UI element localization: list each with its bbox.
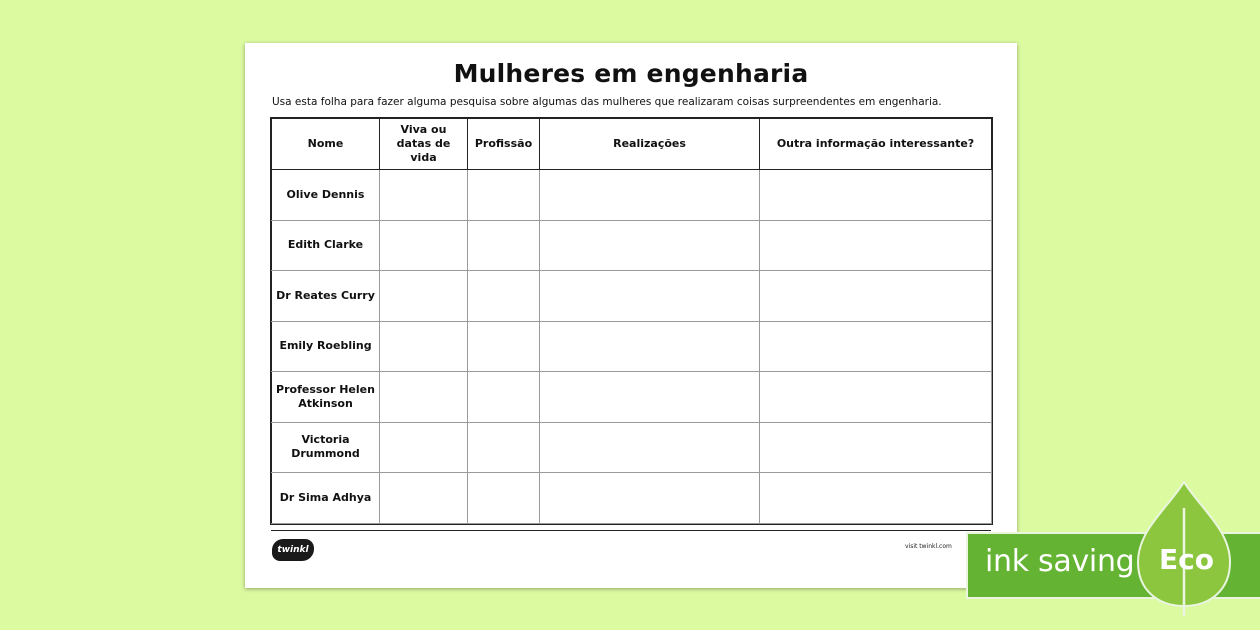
blank-cell[interactable] xyxy=(760,422,992,473)
blank-cell[interactable] xyxy=(380,422,468,473)
blank-cell[interactable] xyxy=(468,473,540,524)
blank-cell[interactable] xyxy=(540,220,760,271)
row-name-cell: Professor Helen Atkinson xyxy=(272,372,380,423)
blank-cell[interactable] xyxy=(380,372,468,423)
blank-cell[interactable] xyxy=(760,321,992,372)
footer-divider xyxy=(271,530,991,531)
table-row xyxy=(272,271,992,322)
row-name-cell: Victoria Drummond xyxy=(272,422,380,473)
blank-cell[interactable] xyxy=(380,220,468,271)
column-header-viva: Viva ou datas de vida xyxy=(380,119,468,170)
blank-cell[interactable] xyxy=(468,271,540,322)
row-name-cell: Olive Dennis xyxy=(272,170,380,221)
table-row xyxy=(272,473,992,524)
blank-cell[interactable] xyxy=(468,422,540,473)
blank-cell[interactable] xyxy=(760,271,992,322)
blank-cell[interactable] xyxy=(760,220,992,271)
row-name-cell: Dr Reates Curry xyxy=(272,271,380,322)
blank-cell[interactable] xyxy=(380,321,468,372)
blank-cell[interactable] xyxy=(380,170,468,221)
blank-cell[interactable] xyxy=(540,321,760,372)
column-header-realizacoes: Realizações xyxy=(540,119,760,170)
blank-cell[interactable] xyxy=(540,271,760,322)
table-header-row xyxy=(272,119,992,170)
blank-cell[interactable] xyxy=(468,170,540,221)
table-row xyxy=(272,321,992,372)
blank-cell[interactable] xyxy=(540,473,760,524)
blank-cell[interactable] xyxy=(760,473,992,524)
column-header-nome: Nome xyxy=(272,119,380,170)
table-row xyxy=(272,170,992,221)
worksheet-title: Mulheres em engenharia xyxy=(453,59,809,88)
blank-cell[interactable] xyxy=(540,372,760,423)
worksheet-page xyxy=(245,43,1017,588)
table-row xyxy=(272,220,992,271)
row-name-cell: Dr Sima Adhya xyxy=(272,473,380,524)
twinkl-logo xyxy=(272,539,314,561)
table-row xyxy=(272,372,992,423)
blank-cell[interactable] xyxy=(760,372,992,423)
visit-link[interactable]: visit twinkl.com xyxy=(905,543,952,550)
blank-cell[interactable] xyxy=(468,220,540,271)
blank-cell[interactable] xyxy=(540,422,760,473)
research-table xyxy=(271,118,992,524)
column-header-profissao: Profissão xyxy=(468,119,540,170)
column-header-outra-informacao: Outra informação interessante? xyxy=(760,119,992,170)
table-row xyxy=(272,422,992,473)
blank-cell[interactable] xyxy=(468,372,540,423)
blank-cell[interactable] xyxy=(468,321,540,372)
blank-cell[interactable] xyxy=(380,473,468,524)
row-name-cell: Emily Roebling xyxy=(272,321,380,372)
eco-label: Eco xyxy=(1159,543,1214,576)
blank-cell[interactable] xyxy=(380,271,468,322)
ink-saving-label: ink saving xyxy=(985,544,1135,579)
blank-cell[interactable] xyxy=(760,170,992,221)
logo-text: twinkl xyxy=(277,545,309,555)
worksheet-intro: Usa esta folha para fazer alguma pesquisa sobre algumas das mulheres que realizaram coisas surpreendentes em engenharia. xyxy=(272,96,942,108)
row-name-cell: Edith Clarke xyxy=(272,220,380,271)
blank-cell[interactable] xyxy=(540,170,760,221)
